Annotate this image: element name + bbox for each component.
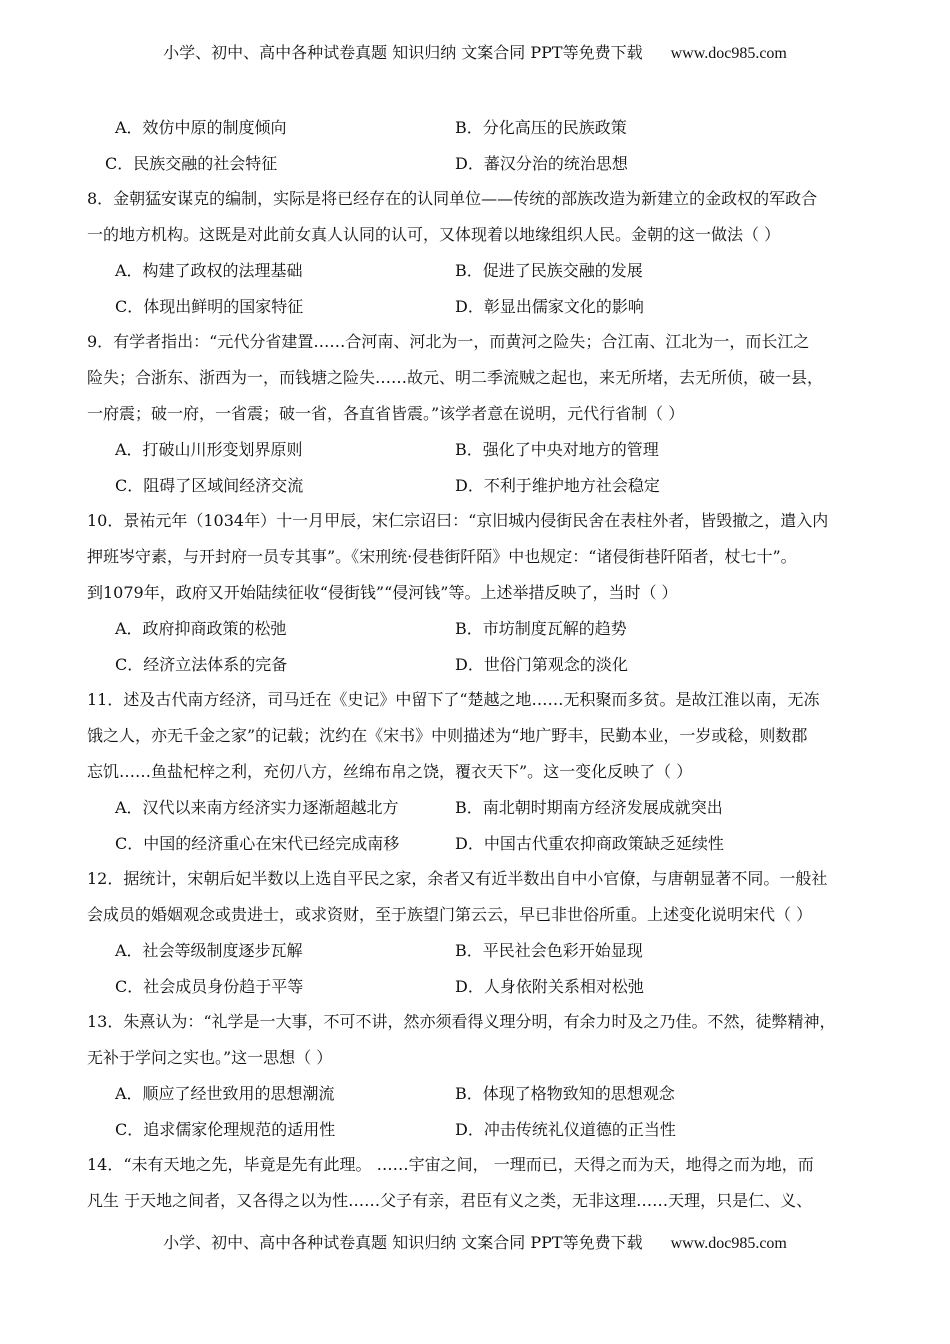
option-row [87,969,867,1005]
option-c: C．追求儒家伦理规范的适用性 [115,1119,336,1139]
option-c: C．民族交融的社会特征 [105,153,278,173]
option-row [87,826,867,862]
option-d: D．蕃汉分治的统治思想 [455,153,628,173]
option-d: D．人身依附关系相对松弛 [455,976,644,996]
question-13-line: 无补于学问之实也。”这一思想（ ） [87,1048,333,1067]
question-12-line: 会成员的婚姻观念或贵进士，或求资财，至于族望门第云云，早已非世俗所重。上述变化说明宋代（ ） [87,905,813,924]
option-b: B．平民社会色彩开始显现 [455,941,643,960]
option-b: B．南北朝时期南方经济发展成就突出 [455,798,723,817]
option-b: B．强化了中央对地方的管理 [455,440,659,459]
footer-text: 小学、初中、高中各种试卷真题 知识归纳 文案合同 PPT等免费下载 [163,1233,643,1252]
page-header [0,40,950,63]
option-row [87,790,867,826]
option-row [87,1112,867,1148]
option-d: D．冲击传统礼仪道德的正当性 [455,1119,676,1139]
question-10-line: 10．景祐元年（1034年）十一月甲辰，宋仁宗诏曰：“京旧城内侵街民舍在表柱外者，皆毁撤之，遣入内 [87,511,829,530]
question-13-line: 13．朱熹认为：“礼学是一大事，不可不讲，然亦须看得义理分明，有余力时及之乃佳。不然，徒弊精神， [87,1012,836,1031]
option-c: C．社会成员身份趋于平等 [115,976,304,996]
option-d: D．不利于维护地方社会稳定 [455,475,660,495]
option-b: B．体现了格物致知的思想观念 [455,1084,675,1103]
option-b: B．分化高压的民族政策 [455,118,627,137]
question-14-line: 14．“未有天地之先，毕竟是先有此理。 ……宇宙之间， 一理而已，天得之而为天，地得之而为地，而 [87,1155,814,1174]
option-row [87,611,867,647]
option-row [87,110,867,146]
option-a: A．汉代以来南方经济实力逐渐超越北方 [115,798,399,817]
option-d: D．世俗门第观念的淡化 [455,654,628,674]
question-11-line: 饿之人，亦无千金之家”的记载；沈约在《宋书》中则描述为“地广野丰，民勤本业，一岁或稔，则数郡 [87,726,808,745]
option-c: C．中国的经济重心在宋代已经完成南移 [115,833,400,853]
option-d: D．中国古代重农抑商政策缺乏延续性 [455,833,724,853]
question-10-line: 押班岑守素，与开封府一员专其事”。《宋刑统·侵巷街阡陌》中也规定：“诸侵街巷阡陌者，杖七十”。 [87,547,797,566]
page-footer [0,1230,950,1253]
option-row [87,933,867,969]
question-8-line: 8．金朝猛安谋克的编制，实际是将已经存在的认同单位——传统的部族改造为新建立的金政权的军政合 [87,189,818,208]
option-row [87,468,867,504]
question-10-line: 到1079年，政府又开始陆续征收“侵街钱”“侵河钱”等。上述举措反映了，当时（ ） [87,583,678,602]
option-row [87,432,867,468]
option-a: A．社会等级制度逐步瓦解 [115,941,303,960]
option-a: A．打破山川形变划界原则 [115,440,303,459]
option-a: A．构建了政权的法理基础 [115,261,303,280]
exam-content [87,110,867,1219]
option-row [87,289,867,325]
option-b: B．市坊制度瓦解的趋势 [455,619,627,638]
option-c: C．阻碍了区域间经济交流 [115,475,304,495]
option-a: A．顺应了经世致用的思想潮流 [115,1084,335,1103]
question-9-line: 险失；合浙东、浙西为一，而钱塘之险失……故元、明二季流贼之起也，来无所堵，去无所侦，破一县， [87,368,824,387]
option-row [87,1076,867,1112]
question-11-line: 忘饥……鱼盐杞梓之利，充仞八方，丝绵布帛之饶，覆衣天下”。这一变化反映了（ ） [87,762,693,781]
option-row [87,647,867,683]
question-9-line: 一府震；破一府，一省震；破一省，各直省皆震。”该学者意在说明，元代行省制（ ） [87,404,685,423]
header-site-link[interactable]: www.doc985.com [670,45,787,62]
option-a: A．政府抑商政策的松弛 [115,619,287,638]
question-11-line: 11．述及古代南方经济，司马迁在《史记》中留下了“楚越之地……无积聚而多贫。是故江淮以南，无冻 [87,690,820,709]
header-text: 小学、初中、高中各种试卷真题 知识归纳 文案合同 PPT等免费下载 [163,43,643,62]
option-row [87,253,867,289]
question-12-line: 12．据统计，宋朝后妃半数以上选自平民之家，余者又有近半数出自中小官僚，与唐朝显著不同。一般社 [87,869,828,888]
option-a: A．效仿中原的制度倾向 [115,118,287,137]
option-c: C．体现出鲜明的国家特征 [115,296,304,316]
option-c: C．经济立法体系的完备 [115,654,288,674]
question-14-line: 凡生 于天地之间者，又各得之以为性……父子有亲，君臣有义之类，无非这理……天理，只是仁、义、 [87,1191,813,1210]
option-row [87,146,867,182]
footer-site-link[interactable]: www.doc985.com [670,1235,787,1252]
question-8-line: 一的地方机构。这既是对此前女真人认同的认可，又体现着以地缘组织人民。金朝的这一做法（ ） [87,225,781,244]
option-b: B．促进了民族交融的发展 [455,261,643,280]
question-9-line: 9．有学者指出：“元代分省建置……合河南、河北为一，而黄河之险失；合江南、江北为一，而长江之 [87,332,810,351]
option-d: D．彰显出儒家文化的影响 [455,296,644,316]
